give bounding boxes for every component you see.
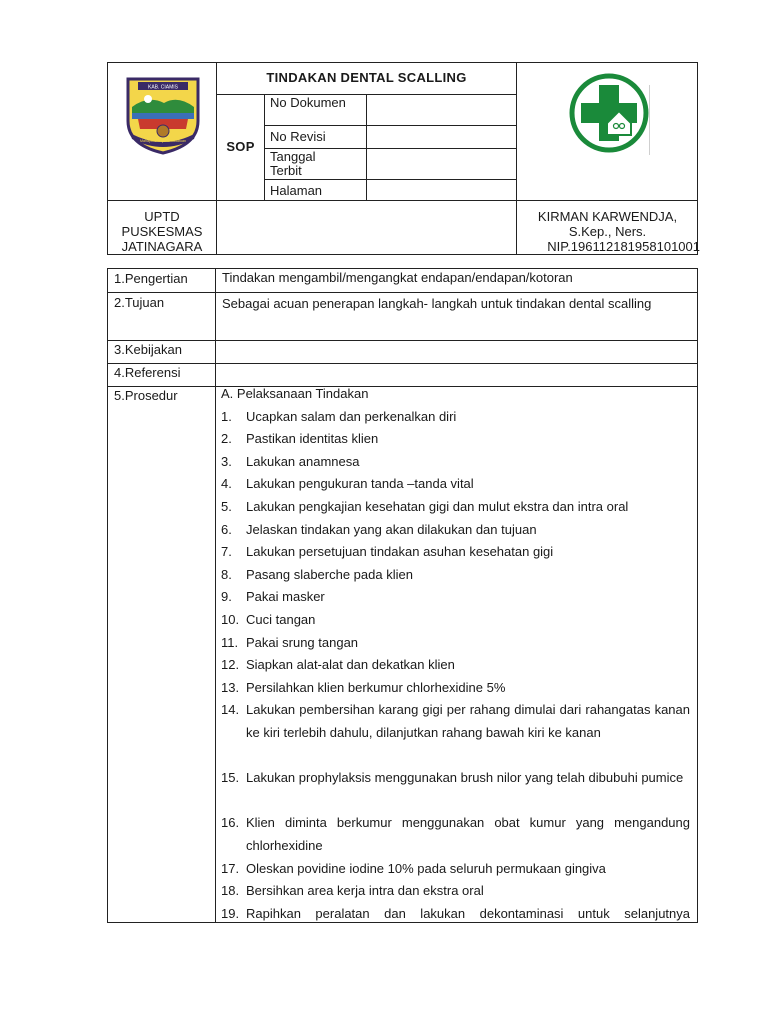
signatory-nip: NIP.196112181958101001 [547,239,700,254]
step-number: 15. [221,770,240,786]
step-text: Bersihkan area kerja intra dan ekstra oral [246,883,484,899]
step-text: Rapihkan peralatan dan lakukan dekontaminasi untuk selanjutnya [246,905,690,921]
unit-name: UPTD PUSKESMAS JATINAGARA [108,200,216,254]
sop-label: SOP [216,94,264,200]
section-label-pengertian: 1.Pengertian [114,271,188,286]
signatory-name: KIRMAN KARWENDJA, [537,209,678,224]
step-number: 18. [221,883,240,899]
meta-row-tanggal-terbit [264,148,516,179]
meta-label: No Dokumen [270,95,346,110]
meta-value [366,95,517,126]
step-text: Persilahkan klien berkumur chlorhexidine 5% [246,679,506,695]
meta-value [366,149,517,180]
meta-label: Halaman [270,183,323,198]
step-text: Lakukan pengkajian kesehatan gigi dan mulut ekstra dan intra oral [246,499,629,514]
step-text: Jelaskan tindakan yang akan dilakukan dan tujuan [246,521,537,537]
step-text: Pakai masker [246,589,325,605]
step-number: 7. [221,544,232,560]
unit-middle-cell [216,200,516,254]
step-number: 3. [221,453,232,469]
step-number: 2. [221,431,232,447]
step-number: 11. [221,634,239,650]
section-label-prosedur: 5.Prosedur [114,388,178,403]
step-text: Lakukan pengukuran tanda –tanda vital [246,476,474,492]
section-label-referensi: 4.Referensi [114,365,181,380]
column-divider [215,269,216,922]
step-number: 13. [221,679,240,695]
step-text: Lakukan persetujuan tindakan asuhan kesehatan gigi [246,544,554,560]
step-text: Cuci tangan [246,612,316,627]
meta-row-no-dokumen [264,94,516,125]
step-text: Oleskan povidine iodine 10% pada seluruh permukaan gingiva [246,860,606,876]
puskesmas-cross-icon [567,71,651,155]
emblem-ribbon-text: Mahayunan Ayuna Kadatuan [139,139,187,143]
meta-value [366,180,517,201]
meta-label: No Revisi [270,129,326,144]
step-number: 1. [221,408,232,424]
step-number: 4. [221,476,232,492]
document-title: TINDAKAN DENTAL SCALLING [216,63,516,94]
left-logo-cell [108,63,215,200]
section-text-referensi [216,363,697,365]
step-number: 10. [221,612,240,627]
section-text-tujuan: Sebagai acuan penerapan langkah- langkah untuk tindakan dental scalling [222,296,652,311]
step-number: 9. [221,589,232,605]
section-text-pengertian: Tindakan mengambil/mengangkat endapan/endapan/kotoran [222,270,573,285]
procedure-block [221,383,690,923]
step-number: 14. [221,702,240,718]
step-number: 17. [221,860,240,876]
meta-row-no-revisi [264,125,516,148]
step-number: 12. [221,657,240,673]
ciamis-emblem-icon [118,73,208,157]
step-text: Lakukan prophylaksis menggunakan brush nilor yang telah dibubuhi pumice [246,770,684,786]
meta-label: Tanggal Terbit [270,149,316,178]
step-text: Siapkan alat-alat dan dekatkan klien [246,657,455,673]
signatory-cell [516,200,700,254]
section-label-kebijakan: 3.Kebijakan [114,342,182,357]
logo-divider [649,85,650,155]
step-text: Ucapkan salam dan perkenalkan diri [246,408,457,424]
header-table [107,62,698,255]
right-logo-cell [516,63,697,200]
step-number: 8. [221,566,232,582]
step-number: 19. [221,905,240,921]
step-text: Klien diminta berkumur menggunakan obat kumur yang mengandung chlorhexidine [246,815,690,853]
step-text: Pakai srung tangan [246,634,359,650]
section-text-kebijakan [216,340,697,342]
step-number: 5. [221,499,232,514]
step-text: Lakukan anamnesa [246,453,360,469]
section-label-tujuan: 2.Tujuan [114,295,165,310]
meta-value [366,126,517,149]
step-text: Lakukan pembersihan karang gigi per rahang dimulai dari rahangatas kanan ke kiri terlebih dahulu, dilanjutkan rahang bawah kiri ke kanan [246,702,690,740]
step-number: 6. [221,521,232,537]
step-text: Pasang slaberche pada klien [246,566,413,582]
emblem-band-text: KAB. CIAMIS [147,84,179,91]
content-table [107,268,698,923]
meta-row-halaman [264,179,516,200]
step-text: Pastikan identitas klien [246,431,379,447]
procedure-heading: A. Pelaksanaan Tindakan [221,386,369,401]
step-number: 16. [221,815,240,831]
signatory-title: S.Kep., Ners. [568,224,647,239]
